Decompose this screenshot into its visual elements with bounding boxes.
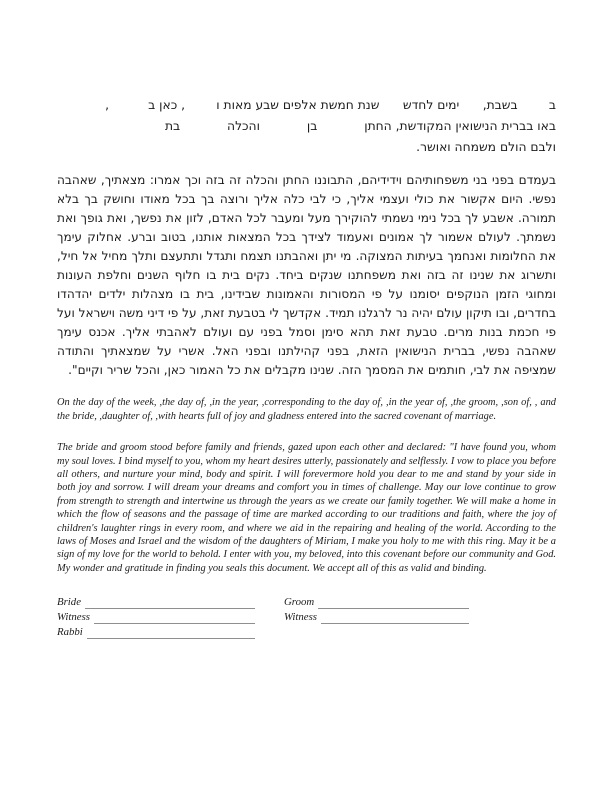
witness-left-label: Witness: [57, 611, 90, 624]
hebrew-header-section: [57, 95, 556, 158]
witness-right-signature-line[interactable]: [321, 612, 469, 624]
rabbi-label: Rabbi: [57, 626, 83, 639]
bride-signature-row: [57, 594, 255, 609]
signature-column-left: [57, 594, 255, 639]
witness-right-signature-row: [284, 609, 469, 624]
rabbi-signature-row: [57, 624, 255, 639]
signature-column-right: [284, 594, 469, 624]
english-date-paragraph: On the day of the week, ,the day of, ,in the year, ,corresponding to the day of, ,in the year of, ,the groom, ,son of, , and the bride, ,daughter of, ,with hearts full of joy and gladness entered into the sacred covenant of marriage.: [57, 397, 556, 422]
witness-right-label: Witness: [284, 611, 317, 624]
witness-left-signature-row: [57, 609, 255, 624]
witness-left-signature-line[interactable]: [94, 612, 255, 624]
bride-label: Bride: [57, 596, 81, 609]
signature-section: [57, 594, 556, 646]
hebrew-date-line: ב בשבת, ימים לחדש שנת חמשת אלפים שבע מאות ו , כאן ב ,: [105, 98, 556, 112]
groom-signature-row: [284, 594, 469, 609]
groom-label: Groom: [284, 596, 315, 609]
hebrew-joy-line: ולבם הולם משמחה ואושר.: [416, 140, 556, 154]
groom-signature-line[interactable]: [318, 597, 469, 609]
hebrew-vows-paragraph: בעמדם בפני בני משפחותיהם וידידיהם, התבוננו החתן והכלה זה בזה וכך אמרו: מצאתיך, שאהבה נפשי. היום אקשור את כולי ועצמי אליך, כי לבי כלה אליך ורוצה בך בכל מאודו וחושק בך בלא תמורה. אשבע לך בכל נימי נשמתי להוקירך מעל ומעבר לכל האדם, לזון את נפשך, ואת גופך ואת נשמתך. לעולם אשמור לך אמונים ואעמוד לצידך בכל המצאות אותנו, בטוב וברע. אחלוק עימך את החלומות ואנחמך בעיתות המצוקה. מי יתן ואהבתנו תצמח ותגדל ותתעצם ותלך מחיל אל חיל, ותשרוג את שנינו זה בזה ואת משפחתנו שנקים ביחד. נקים בית בו חלוף השנים וחלפת העונות ומחוגי הזמן הנוקפים יסומנו על פי המסורות והאמונות שבידינו, בית בו מצהלות ילדים יהדהדו בחדרים, ובו תיקון עולם יהיה נר לרגלנו תמיד. אקדשך לי בטבעת זאת, על פי דיני משה וישראל ועל פי חכמת בנות מרים. טבעת זאת תהא סימן וסמל בפני עם ועולם לאהבתי אליך. אכנס עימך שאהבה נפשי, בברית הנישואין הזאת, בפני קהילתנו ובפני האל. אשרי על שמצאתיך והתודה שמציפה את לבי, חותמים את המסמך הזה. שנינו מקבלים את כל האמור כאן, והכל שריר וקיים".: [57, 173, 556, 377]
hebrew-parties-line: באו בברית הנישואין המקודשת, החתן בן והכלה בת: [164, 119, 556, 133]
english-vows-paragraph: The bride and groom stood before family and friends, gazed upon each other and declared: "I have found you, whom my soul loves. I bind myself to you, whom my heart desires utterly, passionately and selflessly. I vow to place you before all others, and nurture your mind, body and spirit. I will forevermore hold you dear to me and stand by your side in both joy and sorrow. I will dream your dreams and comfort you in times of challenge. May our love continue to grow from strength to strength and intertwine us through the years as we create our family together. We will make a home in which the flow of seasons and the passage of time are marked according to our traditions and faith, where the joy of children's laughter rings in every room, and where we aid in the repairing and healing of the world. According to the laws of Moses and Israel and the wisdom of the daughters of Miriam, I make you holy to me with this ring. May it be a sign of my love for the world to behold. I enter with you, my beloved, into this covenant before our community and God. My wonder and gratitude in finding you seals this document. We accept all of this as valid and binding.: [57, 442, 556, 574]
rabbi-signature-line[interactable]: [87, 627, 255, 639]
document-content: [57, 0, 556, 646]
bride-signature-line[interactable]: [85, 597, 255, 609]
